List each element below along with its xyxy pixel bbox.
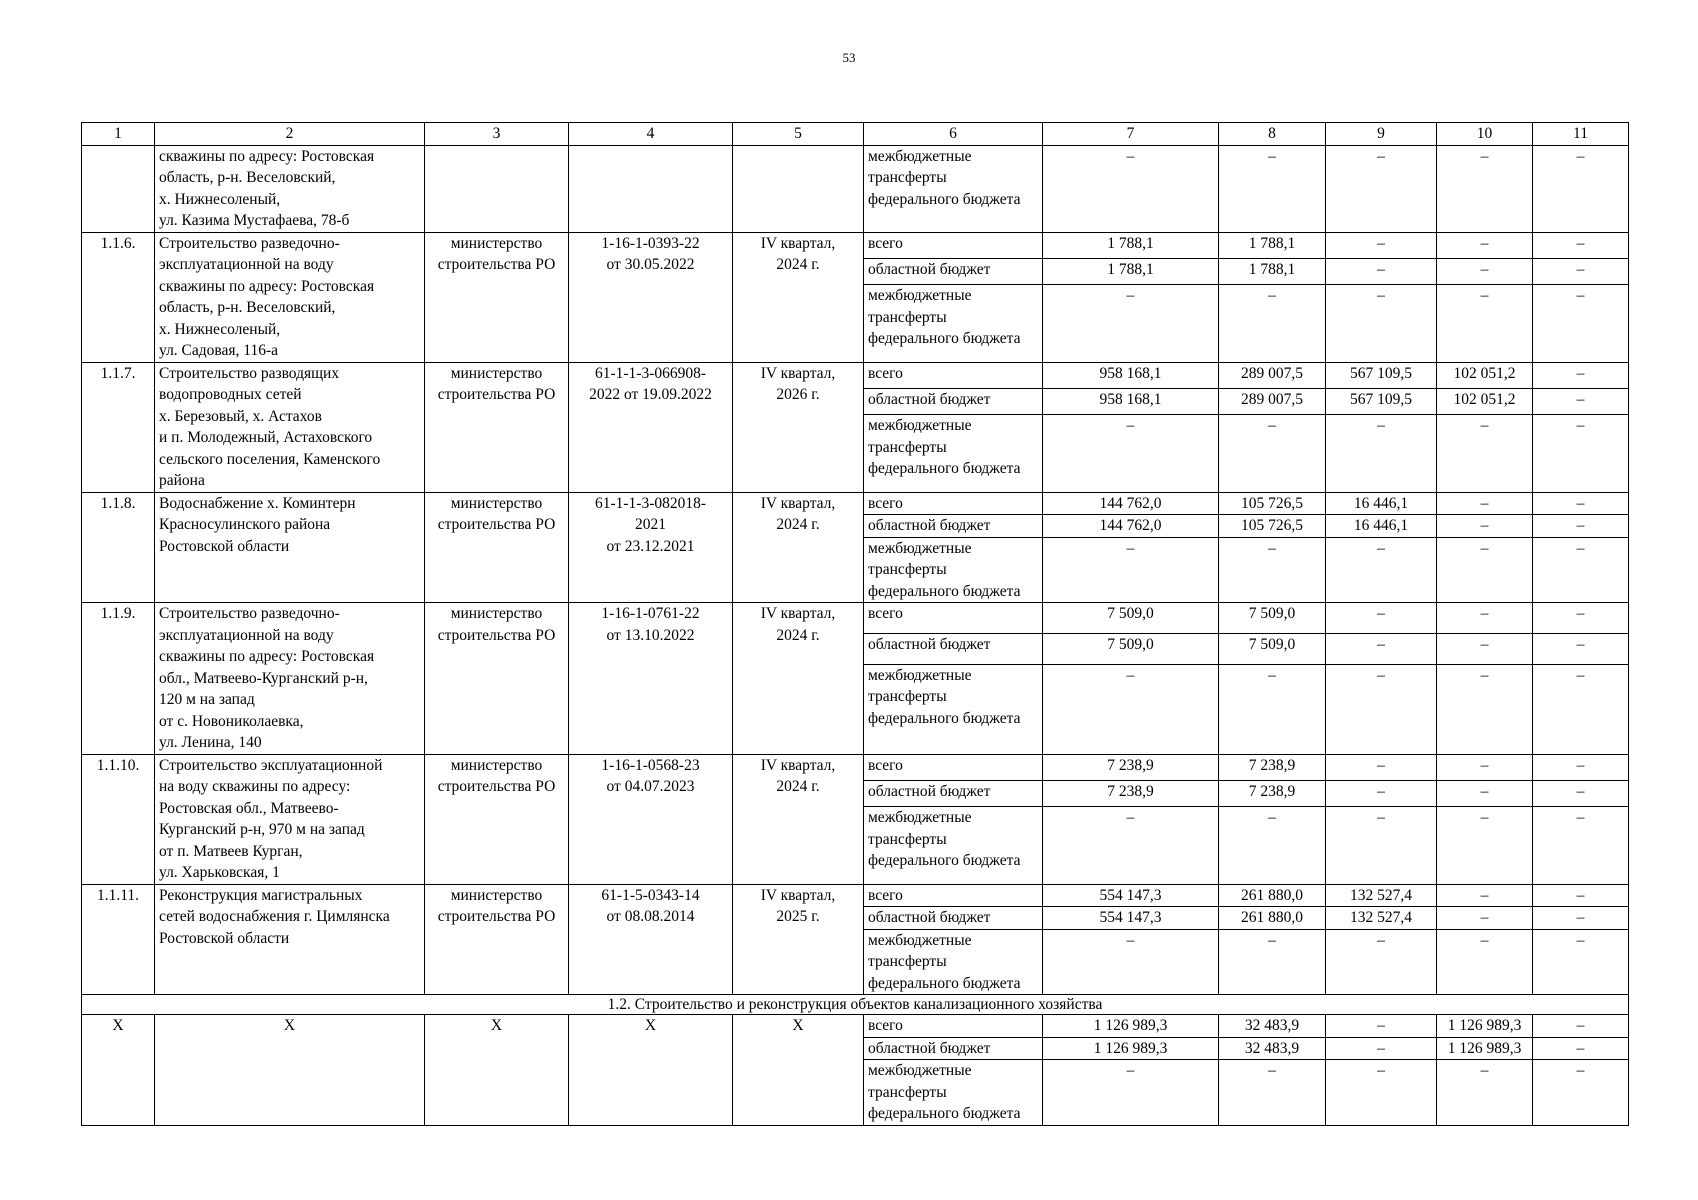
- value-cell: –: [1437, 807, 1533, 884]
- object-name-cell: Строительство разводящих водопроводных сетей х. Березовый, х. Астахов и п. Молодежный, Астаховского сельского поселения, Каменского района: [155, 362, 425, 492]
- deadline-cell: IV квартал, 2024 г.: [733, 492, 864, 603]
- item-number-cell: [82, 145, 155, 232]
- value-cell: 7 509,0: [1219, 603, 1326, 634]
- value-cell: 567 109,5: [1326, 388, 1437, 414]
- value-cell: –: [1533, 884, 1629, 907]
- value-cell: –: [1326, 415, 1437, 492]
- section-header-row: [82, 995, 1629, 1015]
- value-cell: 261 880,0: [1219, 884, 1326, 907]
- section-title: 1.2. Строительство и реконструкция объектов канализационного хозяйства: [82, 995, 1629, 1015]
- deadline-cell: IV квартал, 2024 г.: [733, 754, 864, 884]
- value-cell: –: [1326, 285, 1437, 362]
- value-cell: –: [1533, 1060, 1629, 1126]
- value-cell: –: [1219, 807, 1326, 884]
- item-number-cell: 1.1.6.: [82, 232, 155, 362]
- project-row: [82, 362, 1629, 388]
- object-name-cell: Строительство разведочно- эксплуатационной на воду скважины по адресу: Ростовская область, р-н. Веселовский, х. Нижнесоленый, ул. Садовая, 116-а: [155, 232, 425, 362]
- executor-cell: министерство строительства РО: [425, 492, 569, 603]
- value-cell: –: [1219, 1060, 1326, 1126]
- funding-source-cell: межбюджетные трансферты федерального бюджета: [864, 537, 1043, 603]
- value-cell: 289 007,5: [1219, 362, 1326, 388]
- value-cell: 554 147,3: [1043, 907, 1219, 930]
- value-cell: 7 238,9: [1219, 780, 1326, 806]
- project-row: [82, 884, 1629, 907]
- funding-source-cell: межбюджетные трансферты федерального бюджета: [864, 1060, 1043, 1126]
- deadline-cell: Х: [733, 1015, 864, 1126]
- value-cell: 1 788,1: [1219, 258, 1326, 284]
- value-cell: –: [1533, 415, 1629, 492]
- value-cell: –: [1437, 780, 1533, 806]
- object-name-cell: Х: [155, 1015, 425, 1126]
- header-cell: 6: [864, 123, 1043, 146]
- value-cell: –: [1437, 754, 1533, 780]
- value-cell: 32 483,9: [1219, 1037, 1326, 1060]
- value-cell: –: [1219, 664, 1326, 754]
- value-cell: –: [1326, 258, 1437, 284]
- value-cell: –: [1043, 807, 1219, 884]
- continuation-row: [82, 145, 1629, 232]
- document-cell: 61-1-5-0343-14 от 08.08.2014: [569, 884, 733, 995]
- value-cell: 132 527,4: [1326, 907, 1437, 930]
- executor-cell: министерство строительства РО: [425, 362, 569, 492]
- value-cell: 567 109,5: [1326, 362, 1437, 388]
- value-cell: –: [1437, 603, 1533, 634]
- value-cell: –: [1437, 492, 1533, 515]
- value-cell: –: [1219, 145, 1326, 232]
- value-cell: –: [1043, 1060, 1219, 1126]
- value-cell: 102 051,2: [1437, 362, 1533, 388]
- deadline-cell: IV квартал, 2026 г.: [733, 362, 864, 492]
- object-name-cell: Строительство разведочно- эксплуатационной на воду скважины по адресу: Ростовская обл., Матвеево-Курганский р-н, 120 м на запад от с. Новониколаевка, ул. Ленина, 140: [155, 603, 425, 755]
- value-cell: 16 446,1: [1326, 515, 1437, 538]
- document-cell: 1-16-1-0393-22 от 30.05.2022: [569, 232, 733, 362]
- funding-source-cell: областной бюджет: [864, 515, 1043, 538]
- funding-source-cell: всего: [864, 232, 1043, 258]
- page-number: 53: [842, 50, 856, 65]
- object-name-cell: скважины по адресу: Ростовская область, р-н. Веселовский, х. Нижнесоленый, ул. Казима Мустафаева, 78-б: [155, 145, 425, 232]
- funding-source-cell: всего: [864, 603, 1043, 634]
- value-cell: –: [1326, 754, 1437, 780]
- header-cell: 4: [569, 123, 733, 146]
- funding-source-cell: областной бюджет: [864, 907, 1043, 930]
- value-cell: –: [1533, 258, 1629, 284]
- executor-cell: Х: [425, 1015, 569, 1126]
- funding-source-cell: межбюджетные трансферты федерального бюджета: [864, 415, 1043, 492]
- funding-source-cell: областной бюджет: [864, 388, 1043, 414]
- value-cell: –: [1533, 664, 1629, 754]
- header-cell: 10: [1437, 123, 1533, 146]
- value-cell: 261 880,0: [1219, 907, 1326, 930]
- value-cell: –: [1533, 907, 1629, 930]
- value-cell: –: [1219, 415, 1326, 492]
- value-cell: –: [1043, 285, 1219, 362]
- value-cell: –: [1533, 1037, 1629, 1060]
- value-cell: 7 509,0: [1043, 633, 1219, 664]
- value-cell: –: [1437, 515, 1533, 538]
- value-cell: 554 147,3: [1043, 884, 1219, 907]
- value-cell: –: [1437, 929, 1533, 995]
- value-cell: –: [1437, 145, 1533, 232]
- value-cell: –: [1326, 537, 1437, 603]
- deadline-cell: IV квартал, 2024 г.: [733, 232, 864, 362]
- document-cell: 1-16-1-0761-22 от 13.10.2022: [569, 603, 733, 755]
- value-cell: 289 007,5: [1219, 388, 1326, 414]
- value-cell: 7 509,0: [1043, 603, 1219, 634]
- value-cell: –: [1533, 1015, 1629, 1038]
- value-cell: –: [1326, 664, 1437, 754]
- value-cell: –: [1326, 603, 1437, 634]
- header-cell: 11: [1533, 123, 1629, 146]
- executor-cell: министерство строительства РО: [425, 754, 569, 884]
- item-number-cell: 1.1.10.: [82, 754, 155, 884]
- value-cell: –: [1437, 907, 1533, 930]
- value-cell: 105 726,5: [1219, 515, 1326, 538]
- value-cell: 105 726,5: [1219, 492, 1326, 515]
- value-cell: –: [1043, 664, 1219, 754]
- value-cell: –: [1437, 285, 1533, 362]
- value-cell: 958 168,1: [1043, 362, 1219, 388]
- deadline-cell: [733, 145, 864, 232]
- object-name-cell: Реконструкция магистральных сетей водоснабжения г. Цимлянска Ростовской области: [155, 884, 425, 995]
- document-cell: 61-1-1-3-082018- 2021 от 23.12.2021: [569, 492, 733, 603]
- value-cell: 16 446,1: [1326, 492, 1437, 515]
- value-cell: –: [1533, 388, 1629, 414]
- funding-source-cell: всего: [864, 754, 1043, 780]
- header-cell: 7: [1043, 123, 1219, 146]
- value-cell: –: [1326, 1060, 1437, 1126]
- value-cell: –: [1533, 633, 1629, 664]
- value-cell: 1 126 989,3: [1043, 1015, 1219, 1038]
- column-number-row: [82, 123, 1629, 146]
- value-cell: –: [1533, 537, 1629, 603]
- value-cell: –: [1437, 633, 1533, 664]
- value-cell: –: [1437, 258, 1533, 284]
- value-cell: 7 238,9: [1043, 754, 1219, 780]
- value-cell: –: [1326, 780, 1437, 806]
- header-cell: 3: [425, 123, 569, 146]
- header-cell: 9: [1326, 123, 1437, 146]
- value-cell: 958 168,1: [1043, 388, 1219, 414]
- project-row: [82, 754, 1629, 780]
- value-cell: –: [1533, 285, 1629, 362]
- executor-cell: министерство строительства РО: [425, 884, 569, 995]
- funding-source-cell: всего: [864, 884, 1043, 907]
- value-cell: 1 126 989,3: [1043, 1037, 1219, 1060]
- value-cell: –: [1437, 1060, 1533, 1126]
- value-cell: –: [1326, 232, 1437, 258]
- executor-cell: министерство строительства РО: [425, 603, 569, 755]
- item-number-cell: 1.1.11.: [82, 884, 155, 995]
- item-number-cell: 1.1.9.: [82, 603, 155, 755]
- value-cell: –: [1533, 929, 1629, 995]
- funding-source-cell: межбюджетные трансферты федерального бюджета: [864, 664, 1043, 754]
- value-cell: 144 762,0: [1043, 492, 1219, 515]
- header-cell: 5: [733, 123, 864, 146]
- value-cell: –: [1326, 1037, 1437, 1060]
- value-cell: –: [1326, 1015, 1437, 1038]
- item-number-cell: 1.1.7.: [82, 362, 155, 492]
- value-cell: 7 238,9: [1219, 754, 1326, 780]
- document-cell: 61-1-1-3-066908- 2022 от 19.09.2022: [569, 362, 733, 492]
- value-cell: –: [1533, 362, 1629, 388]
- funding-source-cell: межбюджетные трансферты федерального бюджета: [864, 929, 1043, 995]
- value-cell: –: [1437, 664, 1533, 754]
- value-cell: 1 788,1: [1043, 232, 1219, 258]
- value-cell: 1 788,1: [1043, 258, 1219, 284]
- funding-source-cell: областной бюджет: [864, 258, 1043, 284]
- value-cell: –: [1533, 145, 1629, 232]
- project-row: [82, 1015, 1629, 1038]
- budget-table: [81, 122, 1629, 1126]
- value-cell: –: [1043, 415, 1219, 492]
- project-row: [82, 603, 1629, 634]
- object-name-cell: Водоснабжение х. Коминтерн Красносулинского района Ростовской области: [155, 492, 425, 603]
- value-cell: –: [1326, 633, 1437, 664]
- value-cell: –: [1437, 884, 1533, 907]
- funding-source-cell: всего: [864, 362, 1043, 388]
- value-cell: –: [1533, 232, 1629, 258]
- funding-source-cell: межбюджетные трансферты федерального бюджета: [864, 285, 1043, 362]
- value-cell: –: [1043, 537, 1219, 603]
- value-cell: –: [1533, 780, 1629, 806]
- funding-source-cell: всего: [864, 492, 1043, 515]
- project-row: [82, 232, 1629, 258]
- value-cell: –: [1043, 145, 1219, 232]
- value-cell: –: [1326, 145, 1437, 232]
- value-cell: 132 527,4: [1326, 884, 1437, 907]
- value-cell: –: [1326, 929, 1437, 995]
- executor-cell: [425, 145, 569, 232]
- value-cell: 7 509,0: [1219, 633, 1326, 664]
- value-cell: 1 788,1: [1219, 232, 1326, 258]
- project-row: [82, 492, 1629, 515]
- executor-cell: министерство строительства РО: [425, 232, 569, 362]
- object-name-cell: Строительство эксплуатационной на воду скважины по адресу: Ростовская обл., Матвеево- Курганский р-н, 970 м на запад от п. Матвеев Курган, ул. Харьковская, 1: [155, 754, 425, 884]
- value-cell: –: [1533, 754, 1629, 780]
- header-cell: 1: [82, 123, 155, 146]
- funding-source-cell: областной бюджет: [864, 633, 1043, 664]
- deadline-cell: IV квартал, 2025 г.: [733, 884, 864, 995]
- document-cell: Х: [569, 1015, 733, 1126]
- funding-source-cell: межбюджетные трансферты федерального бюджета: [864, 145, 1043, 232]
- value-cell: 1 126 989,3: [1437, 1037, 1533, 1060]
- value-cell: –: [1533, 603, 1629, 634]
- value-cell: 32 483,9: [1219, 1015, 1326, 1038]
- value-cell: –: [1533, 515, 1629, 538]
- item-number-cell: Х: [82, 1015, 155, 1126]
- value-cell: 102 051,2: [1437, 388, 1533, 414]
- value-cell: –: [1219, 537, 1326, 603]
- header-cell: 2: [155, 123, 425, 146]
- funding-source-cell: областной бюджет: [864, 1037, 1043, 1060]
- value-cell: 7 238,9: [1043, 780, 1219, 806]
- value-cell: –: [1219, 929, 1326, 995]
- value-cell: 1 126 989,3: [1437, 1015, 1533, 1038]
- value-cell: –: [1533, 492, 1629, 515]
- header-cell: 8: [1219, 123, 1326, 146]
- document-cell: [569, 145, 733, 232]
- value-cell: –: [1437, 537, 1533, 603]
- value-cell: –: [1043, 929, 1219, 995]
- document-cell: 1-16-1-0568-23 от 04.07.2023: [569, 754, 733, 884]
- value-cell: –: [1437, 415, 1533, 492]
- funding-source-cell: межбюджетные трансферты федерального бюджета: [864, 807, 1043, 884]
- value-cell: –: [1437, 232, 1533, 258]
- funding-source-cell: областной бюджет: [864, 780, 1043, 806]
- funding-source-cell: всего: [864, 1015, 1043, 1038]
- deadline-cell: IV квартал, 2024 г.: [733, 603, 864, 755]
- item-number-cell: 1.1.8.: [82, 492, 155, 603]
- value-cell: –: [1533, 807, 1629, 884]
- value-cell: 144 762,0: [1043, 515, 1219, 538]
- value-cell: –: [1326, 807, 1437, 884]
- value-cell: –: [1219, 285, 1326, 362]
